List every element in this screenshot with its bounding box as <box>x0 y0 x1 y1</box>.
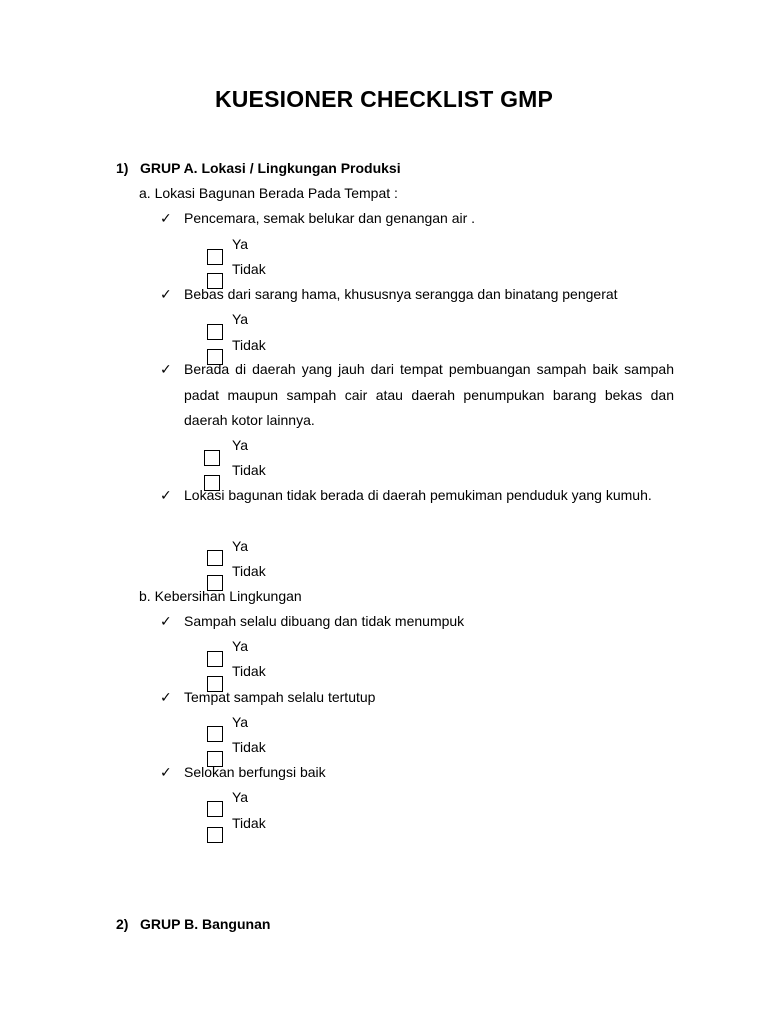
checklist-item-text: Bebas dari sarang hama, khususnya serangga dan binatang pengerat <box>184 286 618 302</box>
option-no-label: Tidak <box>232 337 266 353</box>
option-no-label: Tidak <box>232 739 266 755</box>
group-b-label: GRUP B. Bangunan <box>140 916 271 932</box>
check-mark-icon: ✓ <box>160 487 172 503</box>
check-mark-icon: ✓ <box>160 689 172 705</box>
option-yes-label: Ya <box>232 236 249 252</box>
option-yes-checkbox[interactable] <box>207 550 223 566</box>
option-yes-checkbox[interactable] <box>204 450 220 466</box>
option-no-label: Tidak <box>232 261 266 277</box>
check-mark-icon: ✓ <box>160 764 172 780</box>
checklist-item-text: Selokan berfungsi baik <box>184 764 326 780</box>
checklist-item-text: Sampah selalu dibuang dan tidak menumpuk <box>184 613 465 629</box>
checklist-item-text: Lokasi bagunan tidak berada di daerah pemukiman penduduk yang kumuh. <box>184 487 652 503</box>
checklist-item-text: Berada di daerah yang jauh dari tempat pembuangan sampah baik sampah padat maupun sampah cair atau daerah penumpukan barang bekas dan daerah kotor lainnya. <box>184 361 674 428</box>
option-yes-label: Ya <box>232 437 249 453</box>
check-mark-icon: ✓ <box>160 613 172 629</box>
option-yes-checkbox[interactable] <box>207 324 223 340</box>
option-yes-checkbox[interactable] <box>207 801 223 817</box>
checklist-item-text: Tempat sampah selalu tertutup <box>184 689 376 705</box>
check-mark-icon: ✓ <box>160 210 172 226</box>
page-title: KUESIONER CHECKLIST GMP <box>214 86 554 112</box>
group-b-number: 2) <box>116 916 129 932</box>
check-mark-icon: ✓ <box>160 361 172 377</box>
section-a-heading: a. Lokasi Bagunan Berada Pada Tempat : <box>139 185 398 201</box>
option-yes-checkbox[interactable] <box>207 726 223 742</box>
section-b-heading: b. Kebersihan Lingkungan <box>139 588 302 604</box>
option-yes-label: Ya <box>232 538 249 554</box>
option-yes-label: Ya <box>232 714 249 730</box>
checklist-item-text: Pencemara, semak belukar dan genangan air . <box>184 210 476 226</box>
option-no-label: Tidak <box>232 815 266 831</box>
option-yes-label: Ya <box>232 311 249 327</box>
option-yes-checkbox[interactable] <box>207 651 223 667</box>
group-a-number: 1) <box>116 160 129 176</box>
option-no-label: Tidak <box>232 563 266 579</box>
option-yes-label: Ya <box>232 638 249 654</box>
option-yes-checkbox[interactable] <box>207 249 223 265</box>
option-yes-label: Ya <box>232 789 249 805</box>
group-a-label: GRUP A. Lokasi / Lingkungan Produksi <box>140 160 401 176</box>
option-no-checkbox[interactable] <box>207 827 223 843</box>
group-a-heading <box>116 159 401 177</box>
check-mark-icon: ✓ <box>160 286 172 302</box>
option-no-label: Tidak <box>232 663 266 679</box>
option-no-label: Tidak <box>232 462 266 478</box>
group-b-heading <box>116 915 270 933</box>
